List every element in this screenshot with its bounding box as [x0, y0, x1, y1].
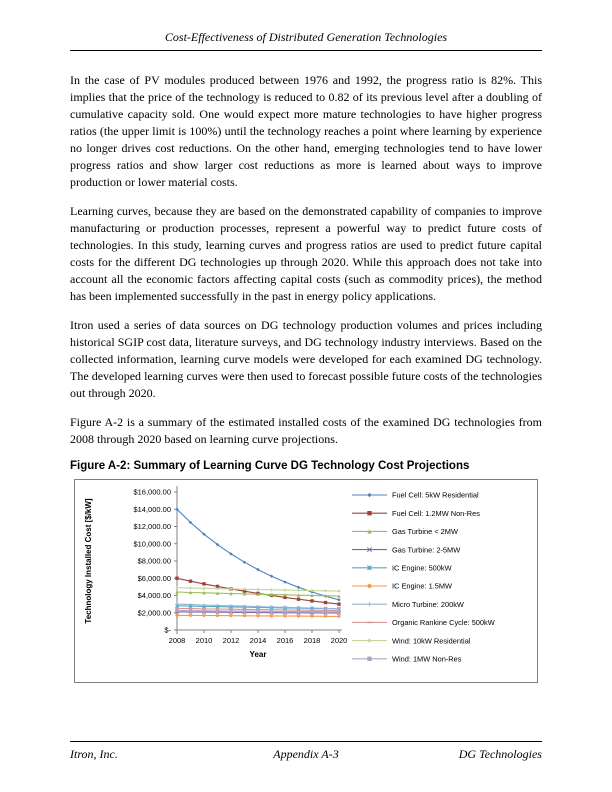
legend-label: IC Engine: 500kW	[392, 563, 452, 573]
x-tick-label: 2014	[249, 636, 267, 645]
dg-cost-chart-svg	[75, 480, 537, 682]
legend-label: Organic Rankine Cycle: 500kW	[392, 618, 495, 628]
legend-item-0	[352, 491, 479, 500]
paragraph-4: Figure A-2 is a summary of the estimated installed costs of the examined DG technologies from 2008 through 2020 based on learning curve projections.	[70, 415, 542, 446]
legend-label: Micro Turbine: 200kW	[392, 599, 464, 609]
legend-item-1	[352, 509, 480, 518]
paragraph-3: Itron used a series of data sources on DG technology production volumes and prices including historical SGIP cost data, literature surveys, and DG technology industry interviews. Based on the collected information, learning curve models were developed for each examined DG technology. The developed learning curves were then used to forecast possible future costs of the technologies out through 2020.	[70, 318, 542, 400]
paragraph-1: In the case of PV modules produced between 1976 and 1992, the progress ratio is 82%. This implies that the price of the technology is reduced to 0.82 of its previous level after a doubling of cumulative capacity sold. One would expect more mature technologies to have higher progress ratios (the upper limit is 100%) until the technology reaches a point where learning by experience no longer drives cost reductions. On the other hand, emerging technologies tend to have lower progress ratios and show larger cost reductions as more is learned about ways to improve production or lower material costs.	[70, 73, 542, 189]
x-tick-label: 2012	[222, 636, 240, 645]
y-tick-label: $4,000.00	[137, 591, 171, 601]
footer-left: Itron, Inc.	[70, 747, 118, 761]
legend-label: Fuel Cell: 1.2MW Non-Res	[392, 508, 480, 518]
legend-item-7	[352, 618, 495, 627]
footer-center: Appendix A-3	[273, 747, 339, 761]
header-title: Cost-Effectiveness of Distributed Generation Technologies	[164, 30, 448, 44]
y-tick-label: $2,000.00	[137, 608, 171, 618]
figure-caption: Figure A-2: Summary of Learning Curve DG Technology Cost Projections	[70, 460, 470, 472]
legend-label: Wind: 1MW Non-Res	[392, 654, 462, 664]
legend-item-2	[352, 527, 458, 536]
legend-item-6	[352, 600, 464, 609]
legend-item-5	[352, 582, 452, 591]
page-header	[70, 30, 542, 51]
y-tick-label: $6,000.00	[137, 573, 171, 583]
x-tick-label: 2016	[276, 636, 294, 645]
legend-label: Wind: 10kW Residential	[392, 636, 471, 646]
legend-label: IC Engine: 1.5MW	[392, 581, 452, 591]
y-tick-label: $-	[164, 625, 171, 635]
y-tick-label: $16,000.00	[133, 487, 171, 497]
legend-item-3	[352, 545, 460, 554]
paragraph-2: Learning curves, because they are based on the demonstrated capability of companies to improve manufacturing or production processes, represent a powerful way to predict future costs of technologies. In this study, learning curves and progress ratios are used to predict future capital costs for the different DG technologies up through 2020. While this approach does not take into account all the economic factors affecting capital costs (such as commodity prices), the method has been implemented successfully in the past in energy policy applications.	[70, 204, 542, 303]
legend-label: Fuel Cell: 5kW Residential	[392, 490, 479, 500]
legend-item-8	[352, 636, 471, 645]
legend-item-9	[352, 655, 462, 664]
figure-chart-frame	[74, 479, 538, 683]
legend-label: Gas Turbine < 2MW	[392, 527, 458, 537]
y-axis-title: Technology Installed Cost [$/kW]	[84, 498, 93, 624]
page-content	[70, 72, 542, 683]
legend-item-4	[352, 564, 452, 573]
footer-right: DG Technologies	[458, 747, 542, 761]
series-line-2	[175, 590, 340, 597]
y-tick-label: $12,000.00	[133, 522, 171, 532]
x-axis-title: Year	[249, 650, 267, 659]
series-line-5	[175, 614, 340, 618]
legend-label: Gas Turbine: 2-5MW	[392, 545, 461, 555]
y-tick-label: $10,000.00	[133, 539, 171, 549]
page-footer	[70, 741, 542, 762]
series-line-0	[175, 508, 340, 602]
x-tick-label: 2008	[168, 636, 186, 645]
x-tick-label: 2010	[195, 636, 213, 645]
y-tick-label: $8,000.00	[137, 556, 171, 566]
x-tick-label: 2020	[330, 636, 348, 645]
y-tick-label: $14,000.00	[133, 504, 171, 514]
x-tick-label: 2018	[303, 636, 321, 645]
